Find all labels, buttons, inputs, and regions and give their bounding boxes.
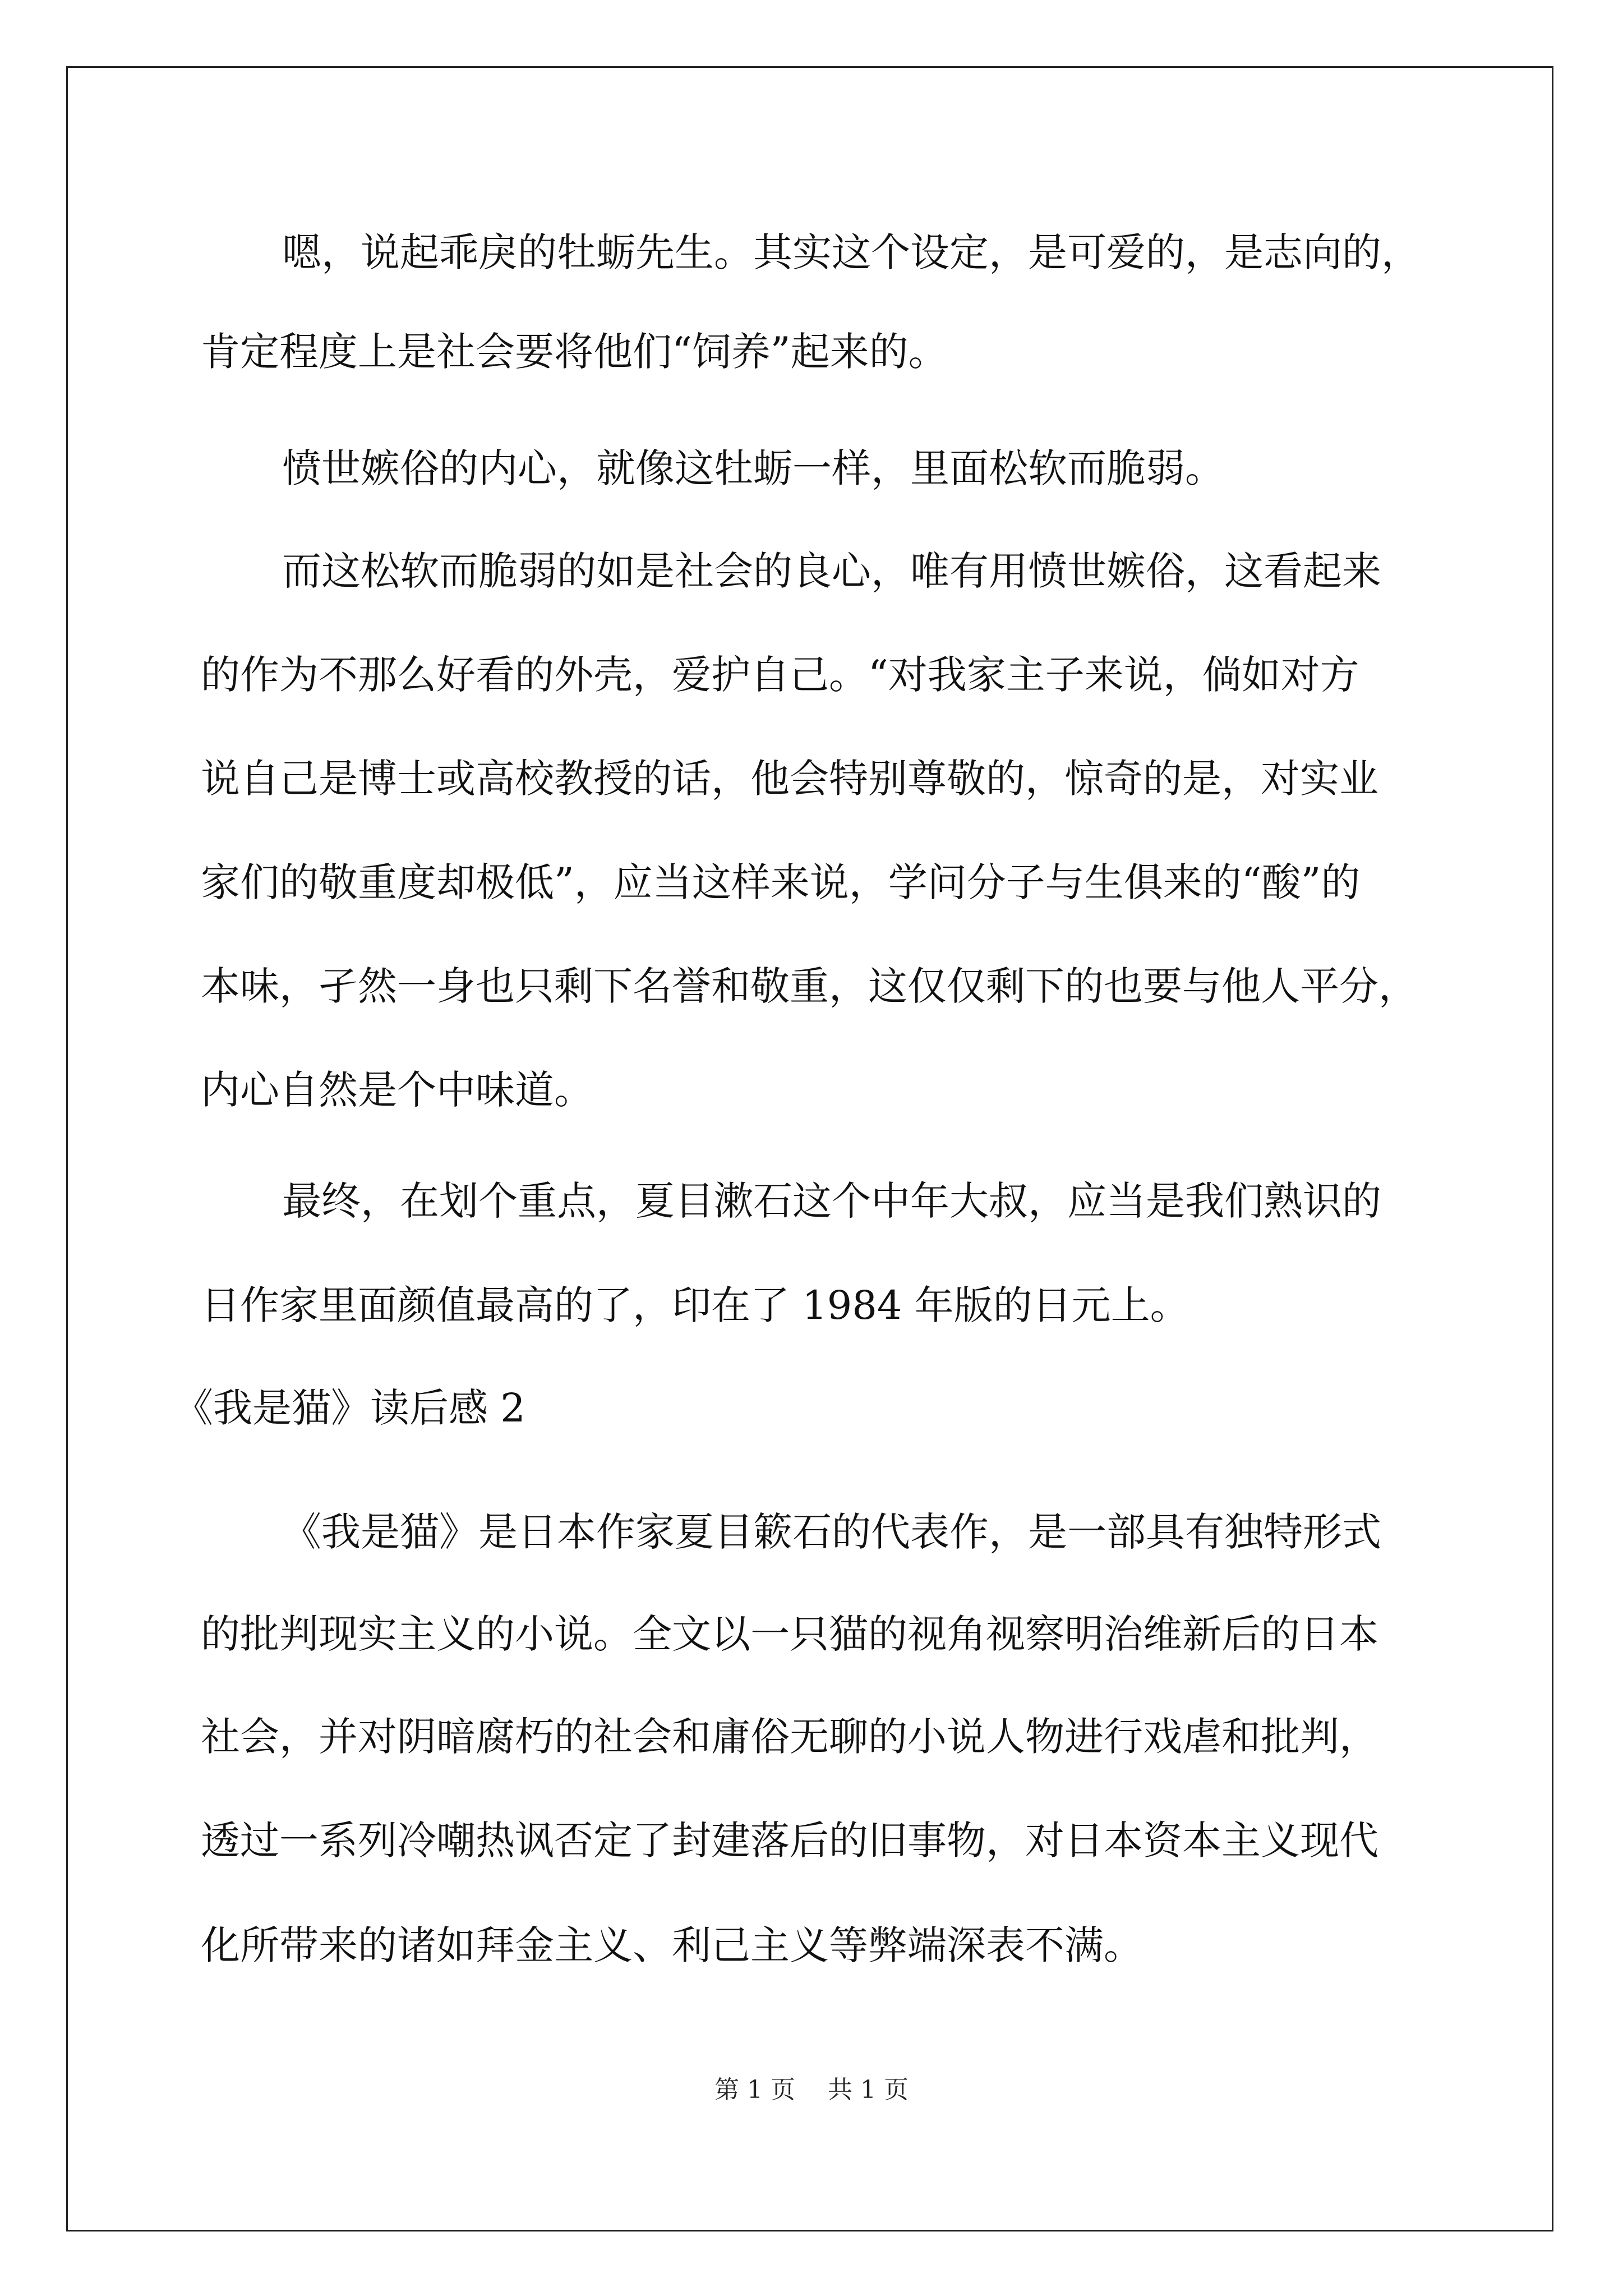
paragraph-line: 透过一系列冷嘲热讽否定了封建落后的旧事物，对日本资本主义现代 bbox=[201, 1818, 1378, 1864]
paragraph-line: 的批判现实主义的小说。全文以一只猫的视角视察明治维新后的日本 bbox=[201, 1611, 1378, 1657]
paragraph-line: 而这松软而脆弱的如是社会的良心，唯有用愤世嫉俗，这看起来 bbox=[282, 548, 1381, 594]
paragraph-line: 嗯，说起乖戾的牡蛎先生。其实这个设定，是可爱的，是志向的， bbox=[282, 229, 1421, 275]
paragraph-line: 日作家里面颜值最高的了，印在了 1984 年版的日元上。 bbox=[201, 1282, 1189, 1328]
paragraph-line: 家们的敬重度却极低”，应当这样来说，学问分子与生俱来的“酸”的 bbox=[201, 859, 1361, 905]
paragraph-line: 内心自然是个中味道。 bbox=[201, 1067, 593, 1113]
paragraph-line: 的作为不那么好看的外壳，爱护自己。“对我家主子来说，倘如对方 bbox=[201, 652, 1359, 698]
page-footer bbox=[0, 2074, 1623, 2106]
paragraph-line: 说自己是博士或高校教授的话，他会特别尊敬的，惊奇的是，对实业 bbox=[201, 756, 1378, 802]
paragraph-line: 愤世嫉俗的内心，就像这牡蛎一样，里面松软而脆弱。 bbox=[282, 445, 1224, 491]
section-heading: 《我是猫》读后感 2 bbox=[174, 1385, 525, 1431]
page-total: 共 1 页 bbox=[828, 2076, 909, 2104]
page-number: 第 1 页 bbox=[714, 2076, 795, 2104]
paragraph-line: 社会，并对阴暗腐朽的社会和庸俗无聊的小说人物进行戏虐和批判， bbox=[201, 1714, 1378, 1760]
page-border bbox=[66, 66, 1553, 2231]
paragraph-line: 本味，孑然一身也只剩下名誉和敬重，这仅仅剩下的也要与他人平分， bbox=[201, 963, 1418, 1009]
paragraph-line: 肯定程度上是社会要将他们“饲养”起来的。 bbox=[201, 329, 948, 375]
paragraph-line: 《我是猫》是日本作家夏目簌石的代表作，是一部具有独特形式 bbox=[282, 1509, 1381, 1555]
paragraph-line: 化所带来的诸如拜金主义、利己主义等弊端深表不满。 bbox=[201, 1922, 1143, 1968]
paragraph-line: 最终，在划个重点，夏目漱石这个中年大叔，应当是我们熟识的 bbox=[282, 1178, 1381, 1224]
